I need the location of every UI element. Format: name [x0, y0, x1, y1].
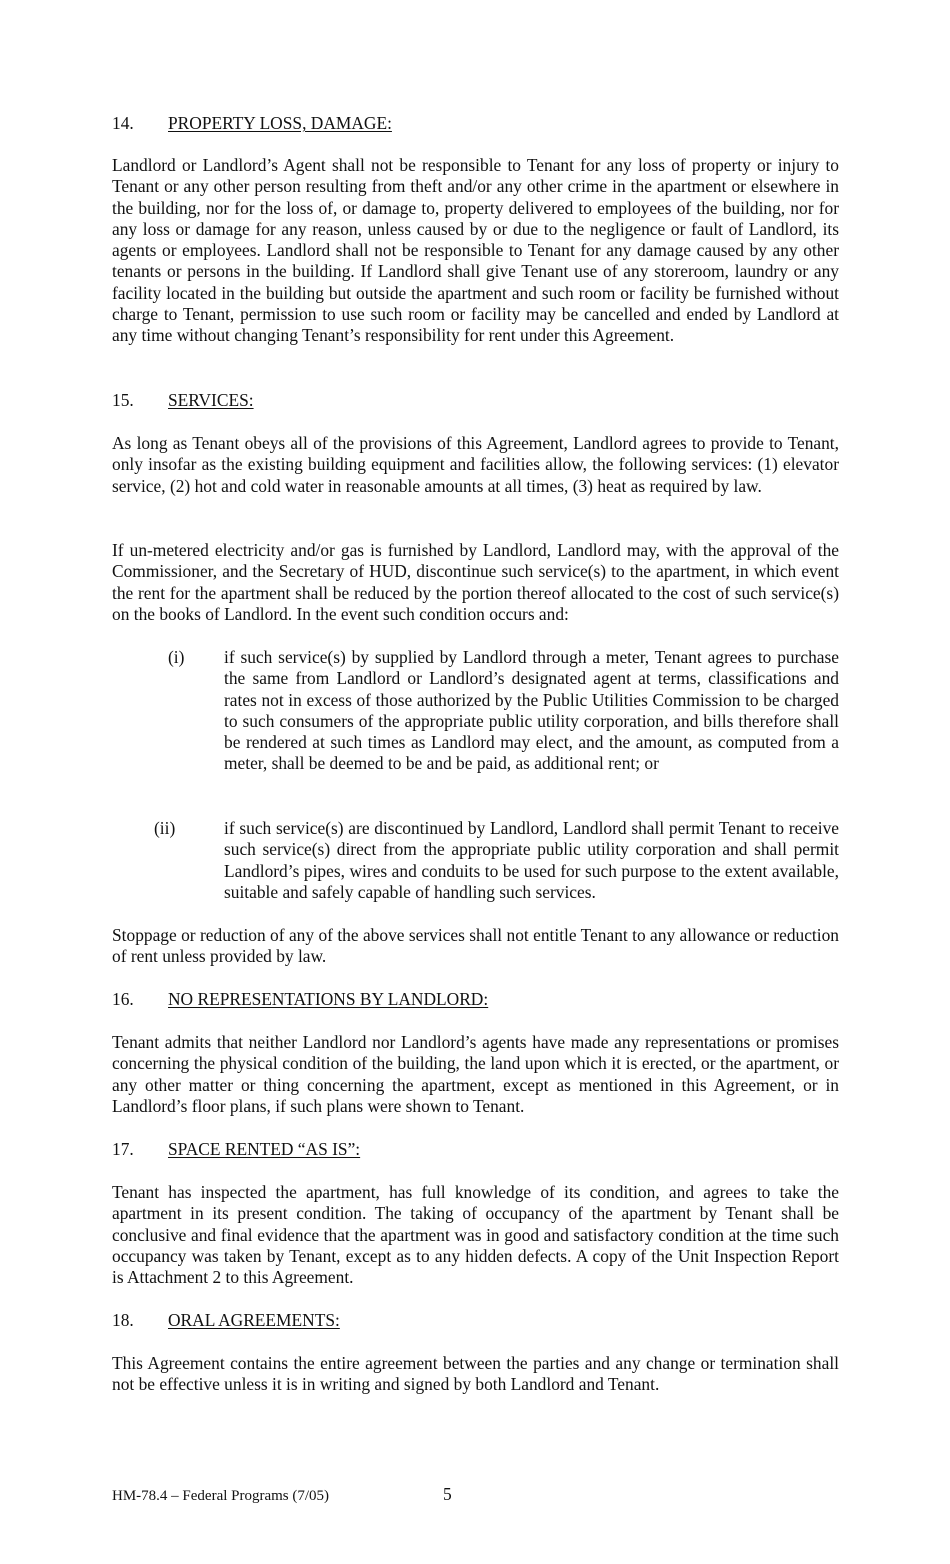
section-18-heading [112, 1310, 839, 1331]
section-number: 15. [112, 390, 134, 410]
section-number: 17. [112, 1139, 134, 1159]
list-item [112, 647, 839, 775]
section-15-paragraph-2: If un-metered electricity and/or gas is furnished by Landlord, Landlord may, with the approval of the Commissioner, and the Secretary of HUD, discontinue such service(s) to the apartment, in which event the rent for the apartment shall be reduced by the portion thereof allocated to the cost of such service(s) on the books of Landlord. In the event such condition occurs and: [112, 540, 839, 624]
section-16-heading [112, 989, 839, 1010]
section-18-paragraph: This Agreement contains the entire agreement between the parties and any change or termination shall not be effective unless it is in writing and signed by both Landlord and Tenant. [112, 1353, 839, 1395]
section-title: SERVICES: [168, 390, 254, 410]
section-title: NO REPRESENTATIONS BY LANDLORD: [168, 989, 489, 1009]
section-number: 18. [112, 1310, 134, 1330]
section-16-paragraph: Tenant admits that neither Landlord nor Landlord’s agents have made any representations or promises concerning the physical condition of the building, the land upon which it is erected, or the apartment, or any other matter or thing concerning the apartment, except as mentioned in this Agreement, or in Landlord’s floor plans, if such plans were shown to Tenant. [112, 1032, 839, 1116]
footer-form-id: HM-78.4 – Federal Programs (7/05) [112, 1488, 330, 1504]
page-number: 5 [443, 1484, 452, 1504]
section-17-paragraph: Tenant has inspected the apartment, has full knowledge of its condition, and agrees to take the apartment in its present condition. The taking of occupancy of the apartment by Tenant shall be conclusive and final evidence that the apartment was in good and satisfactory condition at the time such occupancy was taken by Tenant, except as to any hidden defects. A copy of the Unit Inspection Report is Attachment 2 to this Agreement. [112, 1182, 839, 1288]
list-item-label: (i) [168, 647, 185, 667]
section-15-paragraph-1: As long as Tenant obeys all of the provisions of this Agreement, Landlord agrees to provide to Tenant, only insofar as the existing building equipment and facilities allow, the following services: (1) elevator service, (2) hot and cold water in reasonable amounts at all times, (3) heat as required by law. [112, 433, 839, 496]
section-number: 16. [112, 989, 134, 1009]
section-14-heading [112, 113, 839, 134]
section-15-closing: Stoppage or reduction of any of the above services shall not entitle Tenant to any allowance or reduction of rent unless provided by law. [112, 925, 839, 967]
section-number: 14. [112, 113, 134, 133]
section-title: PROPERTY LOSS, DAMAGE: [168, 113, 392, 133]
section-14-paragraph: Landlord or Landlord’s Agent shall not be responsible to Tenant for any loss of property or injury to Tenant or any other person resulting from theft and/or any other crime in the apartment or elsewhere in the building, nor for the loss of, or damage to, property delivered to employees of the building, nor for any loss or damage for any reason, unless caused by or due to the negligence or fault of Landlord, its agents or employees. Landlord shall not be responsible to Tenant for any damage caused by any other tenants or persons in the building. If Landlord shall give Tenant use of any storeroom, laundry or any facility located in the building but outside the apartment and such room or facility be furnished without charge to Tenant, permission to use such room or facility may be cancelled and ended by Landlord at any time without changing Tenant’s responsibility for rent under this Agreement. [112, 155, 839, 346]
section-15-heading [112, 390, 839, 411]
list-item-text: if such service(s) by supplied by Landlord through a meter, Tenant agrees to purchase the same from Landlord or Landlord’s designated agent at terms, classifications and rates not in excess of those authorized by the Public Utilities Commission to be charged to such consumers of the appropriate public utility corporation, and bills therefore shall be rendered at such times as Landlord may elect, and the amount, as computed from a meter, shall be deemed to be and be paid, as additional rent; or [224, 647, 839, 774]
section-17-heading [112, 1139, 839, 1160]
list-item [112, 818, 839, 903]
section-title: SPACE RENTED “AS IS”: [168, 1139, 361, 1159]
list-item-label: (ii) [154, 818, 176, 838]
list-item-text: if such service(s) are discontinued by Landlord, Landlord shall permit Tenant to receive such service(s) direct from the appropriate public utility corporation and shall permit Landlord’s pipes, wires and conduits to be used for such purpose to the extent available, suitable and safely capable of handling such services. [224, 818, 839, 902]
section-title: ORAL AGREEMENTS: [168, 1310, 340, 1330]
